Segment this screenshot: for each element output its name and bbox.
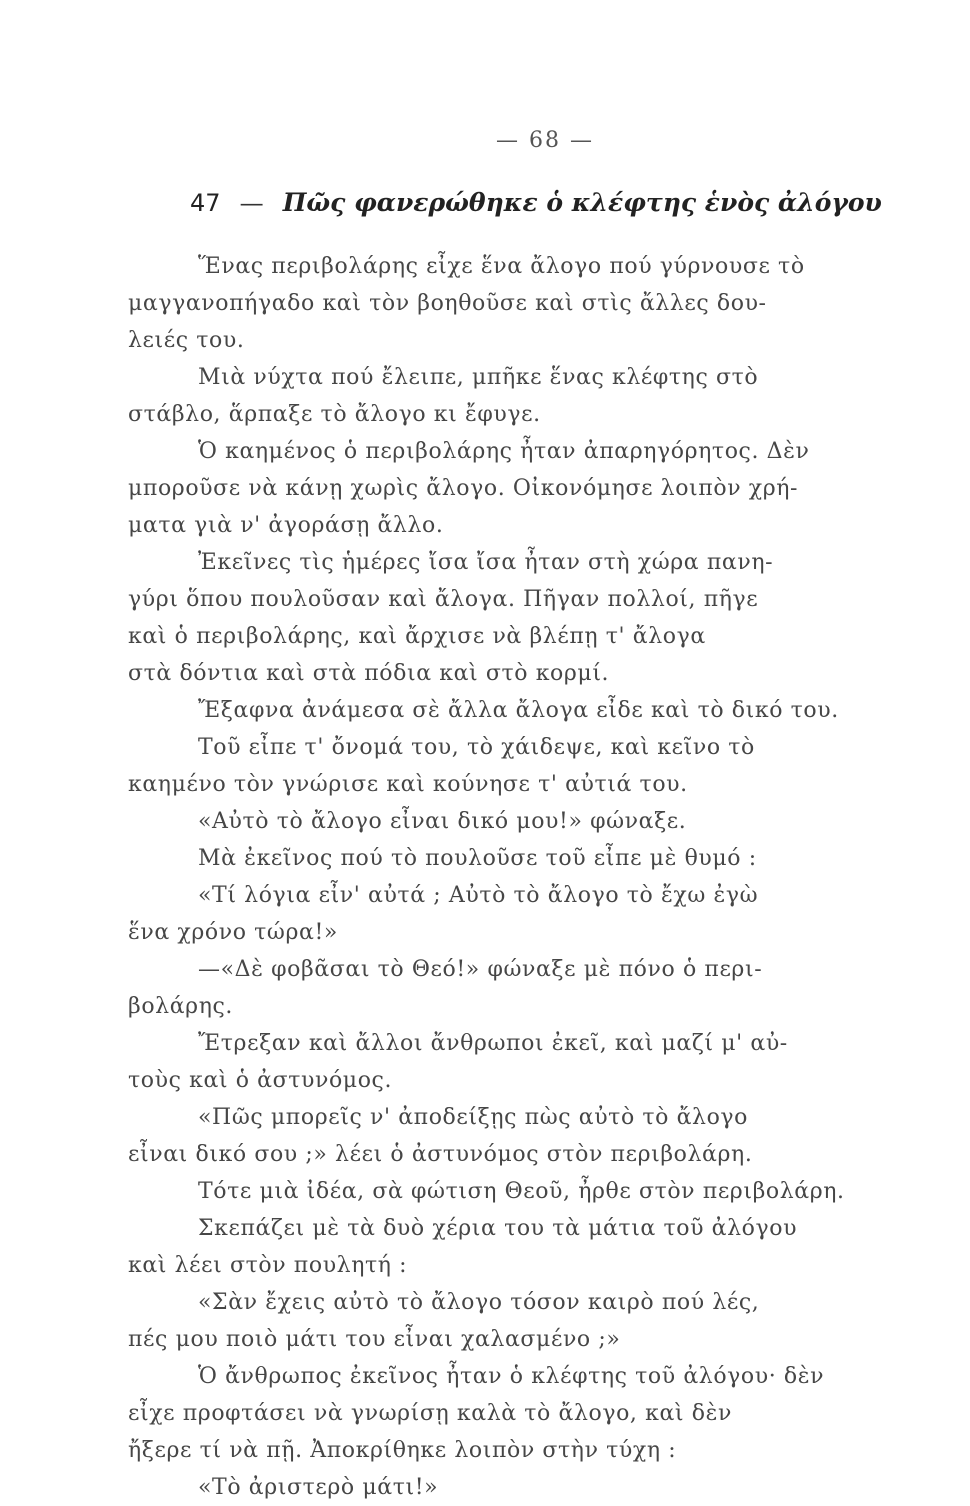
text-line: λειές του. <box>128 328 245 353</box>
story-title: Πῶς φανερώθηκε ὁ κλέφτης ἑνὸς ἀλόγου <box>282 188 882 217</box>
text-line: Τότε μιὰ ἰδέα, σὰ φώτιση Θεοῦ, ἦρθε στὸν περιβολάρη. <box>198 1179 845 1204</box>
text-line: «Αὐτὸ τὸ ἄλογο εἶναι δικό μου!» φώναξε. <box>198 809 687 834</box>
text-line: Σκεπάζει μὲ τὰ δυὸ χέρια του τὰ μάτια τοῦ ἀλόγου <box>198 1216 798 1241</box>
page-number: — 68 — <box>496 128 594 153</box>
text-line: Ἕνας περιβολάρης εἶχε ἕνα ἄλογο πού γύρνουσε τὸ <box>198 254 805 279</box>
story-heading <box>190 188 890 228</box>
text-line: καὶ λέει στὸν πουλητή : <box>128 1253 408 1278</box>
text-line: τοὺς καὶ ὁ ἀστυνόμος. <box>128 1068 393 1093</box>
text-line: Ὁ ἄνθρωπος ἐκεῖνος ἦταν ὁ κλέφτης τοῦ ἀλόγου· δὲν <box>198 1364 825 1389</box>
text-line: καημένο τὸν γνώρισε καὶ κούνησε τ' αὐτιά του. <box>128 772 688 797</box>
text-line: πές μου ποιὸ μάτι του εἶναι χαλασμένο ;» <box>128 1327 621 1352</box>
text-line: εἶναι δικό σου ;» λέει ὁ ἀστυνόμος στὸν περιβολάρη. <box>128 1142 753 1167</box>
story-number: 47 <box>190 189 221 217</box>
text-line: στὰ δόντια καὶ στὰ πόδια καὶ στὸ κορμί. <box>128 661 610 686</box>
text-line: Μιὰ νύχτα πού ἔλειπε, μπῆκε ἕνας κλέφτης στὸ <box>198 365 759 390</box>
text-line: γύρι ὅπου πουλοῦσαν καὶ ἄλογα. Πῆγαν πολλοί, πῆγε <box>128 587 759 612</box>
text-line: στάβλο, ἅρπαξε τὸ ἄλογο κι ἔφυγε. <box>128 402 541 427</box>
text-line: «Τὸ ἀριστερὸ μάτι!» <box>198 1475 439 1500</box>
text-line: βολάρης. <box>128 994 233 1019</box>
story-body <box>128 248 888 1506</box>
text-line: ἕνα χρόνο τώρα!» <box>128 920 338 945</box>
text-line: Μὰ ἐκεῖνος πού τὸ πουλοῦσε τοῦ εἶπε μὲ θυμό : <box>198 846 757 871</box>
text-line: μποροῦσε νὰ κάνῃ χωρὶς ἄλογο. Οἰκονόμησε λοιπὸν χρή- <box>128 476 799 501</box>
text-line: Τοῦ εἶπε τ' ὄνομά του, τὸ χάιδεψε, καὶ κεῖνο τὸ <box>198 735 755 760</box>
text-line: καὶ ὁ περιβολάρης, καὶ ἄρχισε νὰ βλέπῃ τ' ἄλογα <box>128 624 706 649</box>
text-line: Ὁ καημένος ὁ περιβολάρης ἦταν ἀπαρηγόρητος. Δὲν <box>198 439 810 464</box>
text-line: «Τί λόγια εἶν' αὐτά ; Αὐτὸ τὸ ἄλογο τὸ ἔχω ἐγὼ <box>198 883 759 908</box>
text-line: μαγγανοπήγαδο καὶ τὸν βοηθοῦσε καὶ στὶς ἄλλες δου- <box>128 291 767 316</box>
title-dash: — <box>239 189 264 217</box>
text-line: ἤξερε τί νὰ πῇ. Ἀποκρίθηκε λοιπὸν στὴν τύχη : <box>128 1438 677 1463</box>
text-line: «Σὰν ἔχεις αὐτὸ τὸ ἄλογο τόσον καιρὸ πού λές, <box>198 1290 760 1315</box>
text-line: —«Δὲ φοβᾶσαι τὸ Θεό!» φώναξε μὲ πόνο ὁ περι- <box>198 957 763 982</box>
text-line: Ἔξαφνα ἀνάμεσα σὲ ἄλλα ἄλογα εἶδε καὶ τὸ δικό του. <box>198 698 839 723</box>
text-line: Ἔτρεξαν καὶ ἄλλοι ἄνθρωποι ἐκεῖ, καὶ μαζί μ' αὐ- <box>198 1031 788 1056</box>
text-line: εἶχε προφτάσει νὰ γνωρίσῃ καλὰ τὸ ἄλογο, καὶ δὲν <box>128 1401 732 1426</box>
text-line: ματα γιὰ ν' ἀγοράσῃ ἄλλο. <box>128 513 444 538</box>
text-line: «Πῶς μπορεῖς ν' ἀποδείξῃς πὼς αὐτὸ τὸ ἄλογο <box>198 1105 749 1130</box>
text-line: Ἐκεῖνες τὶς ἡμέρες ἴσα ἴσα ἦταν στὴ χώρα πανη- <box>198 550 774 575</box>
